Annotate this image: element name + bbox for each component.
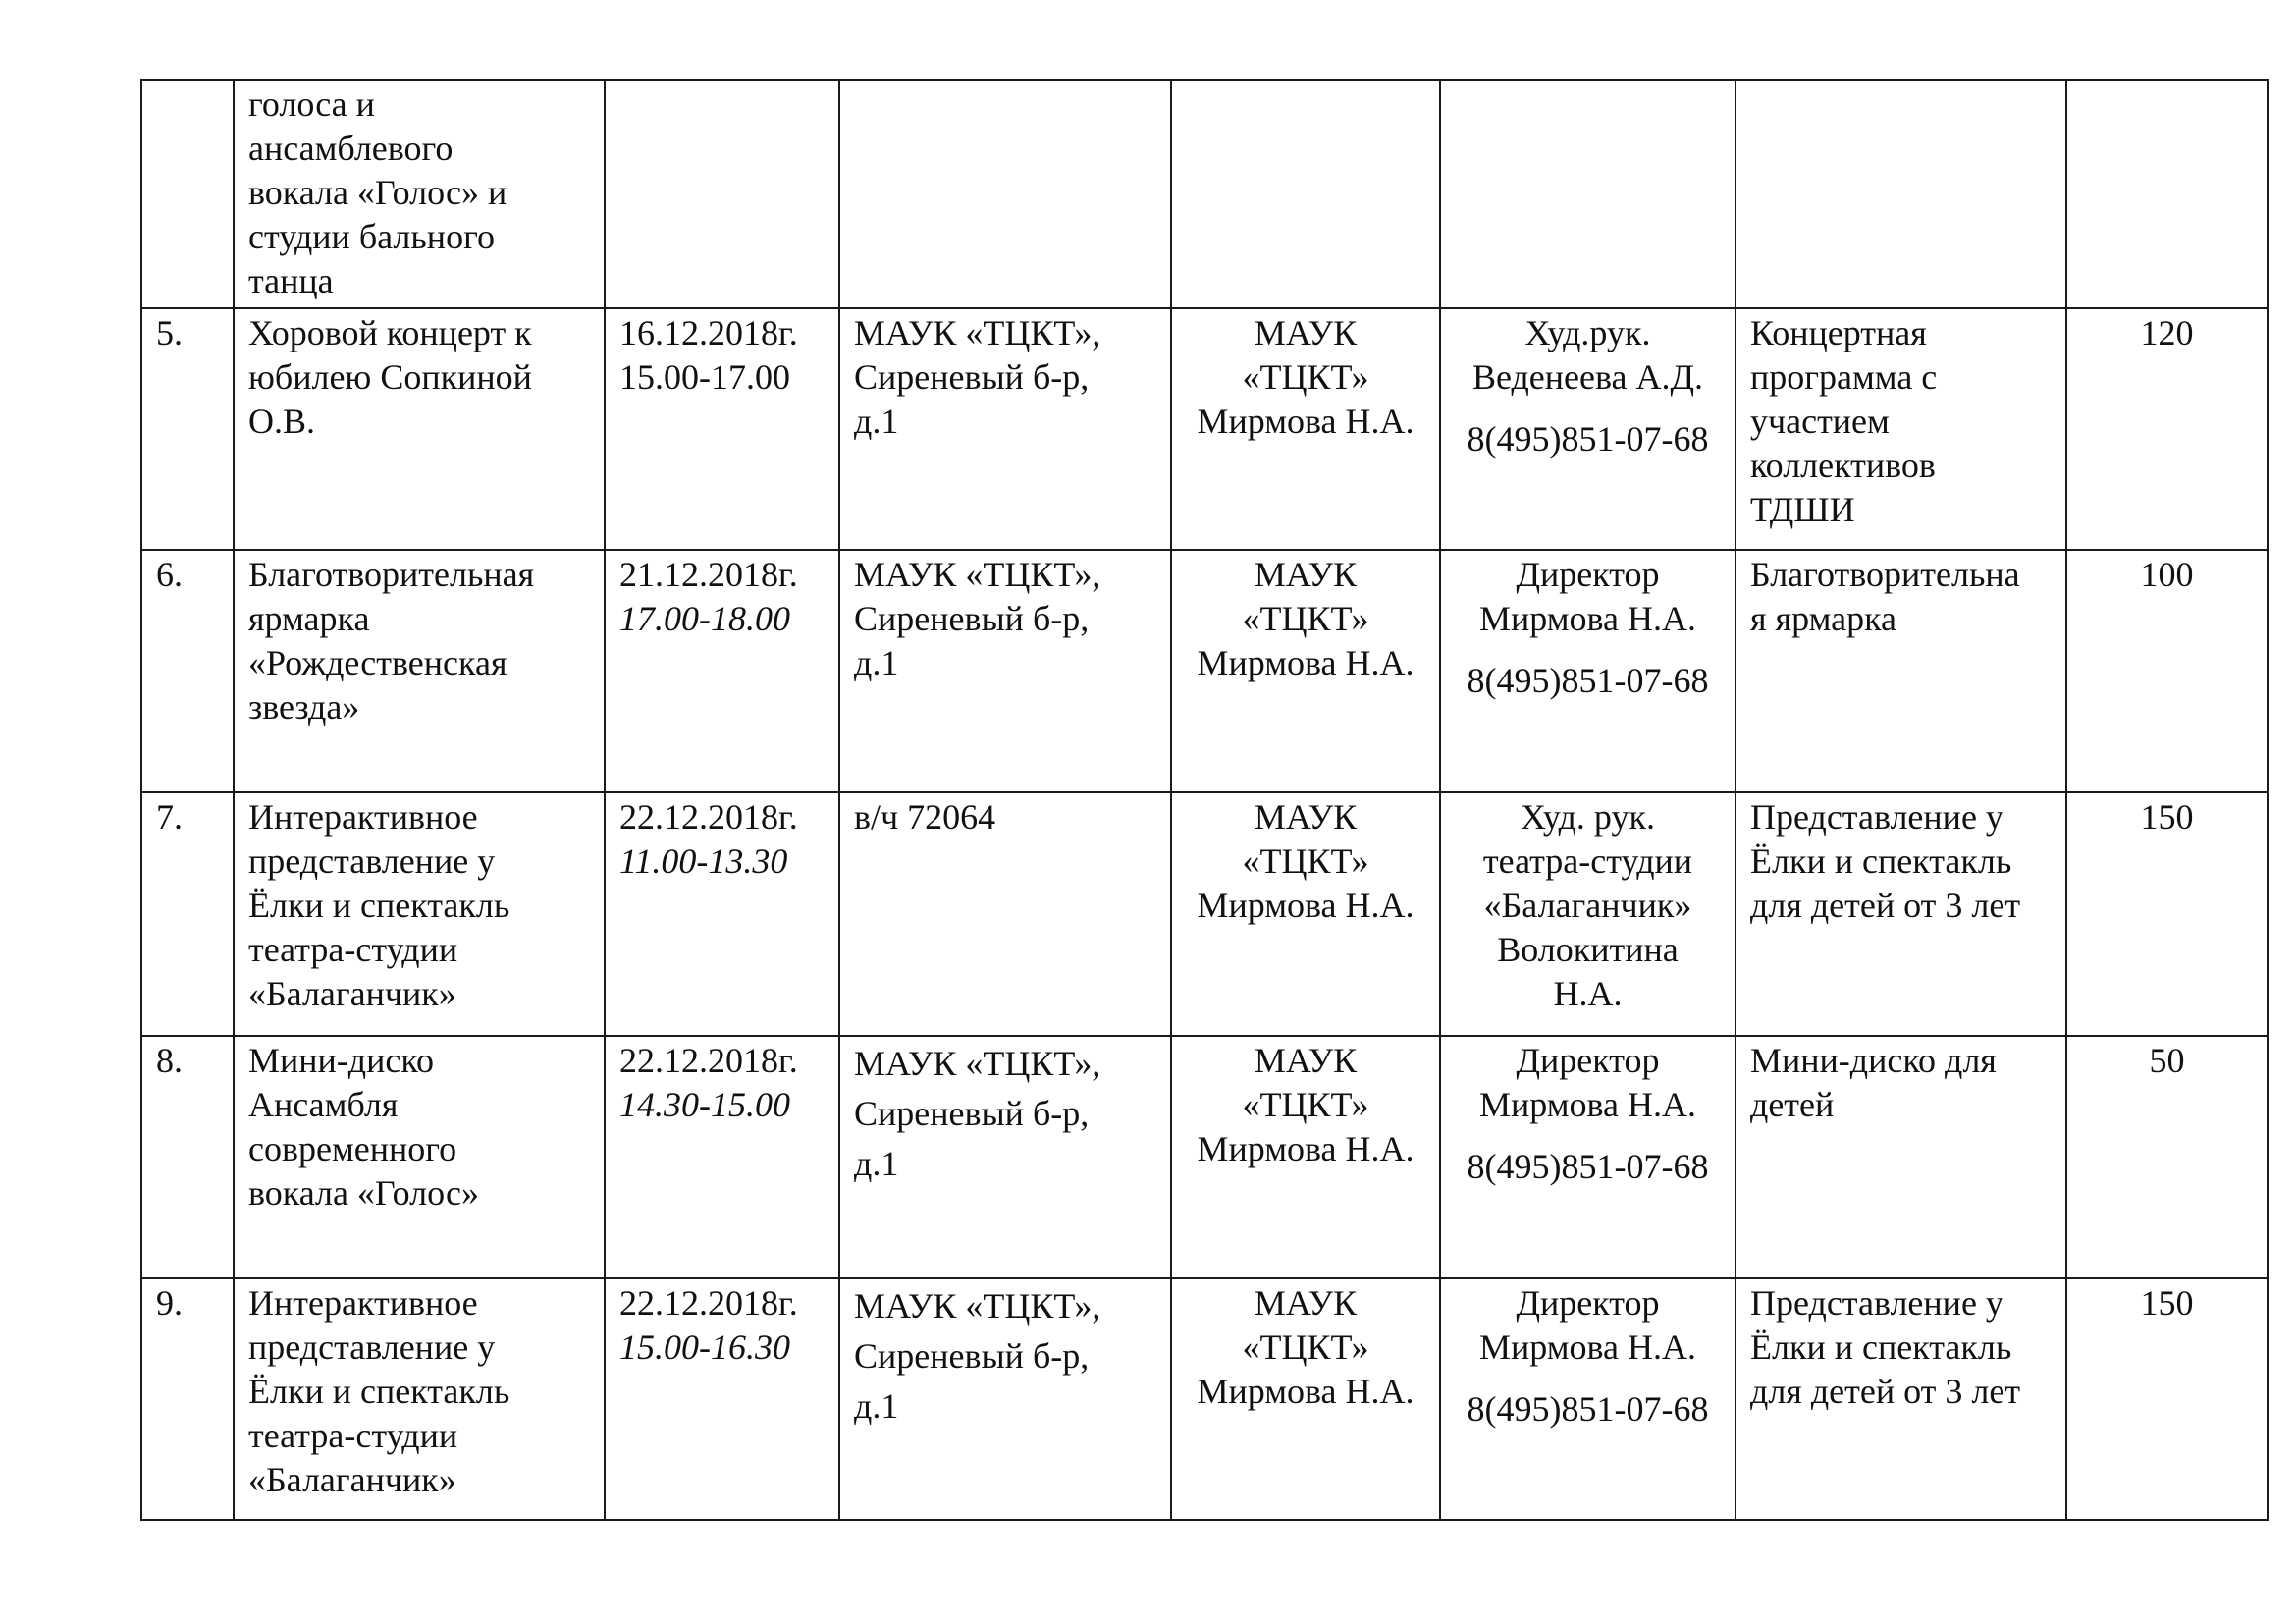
- event-name-line: ярмарка: [248, 599, 370, 638]
- table-row: [141, 1278, 2268, 1520]
- place-line: д.1: [854, 643, 899, 682]
- cell-place: [839, 1036, 1171, 1278]
- event-name-line: вокала «Голос» и: [248, 173, 507, 212]
- event-name-line: Благотворительная: [248, 555, 535, 594]
- cell-place: [839, 1278, 1171, 1520]
- organizer-line: «ТЦКТ»: [1242, 599, 1369, 638]
- cell-date: [605, 308, 839, 550]
- event-name-line: студии бального: [248, 217, 495, 256]
- format-line: Представление у: [1750, 1283, 2003, 1323]
- event-time: 14.30-15.00: [619, 1085, 790, 1124]
- cell-event-name: [234, 792, 605, 1036]
- cell-responsible: [1440, 1036, 1735, 1278]
- responsible-line: Мирмова Н.А.: [1478, 1085, 1696, 1124]
- cell-number: 8.: [141, 1036, 234, 1278]
- organizer-line: «ТЦКТ»: [1242, 1085, 1369, 1124]
- organizer-line: МАУК: [1254, 313, 1358, 352]
- events-table: [140, 79, 2269, 1521]
- organizer-line: Мирмова Н.А.: [1197, 643, 1415, 682]
- place-line: Сиреневый б-р,: [854, 599, 1090, 638]
- event-name-line: «Балаганчик»: [248, 974, 456, 1013]
- cell-place: [839, 308, 1171, 550]
- cell-count: 100: [2066, 550, 2268, 792]
- format-line: Концертная: [1750, 313, 1927, 352]
- organizer-line: «ТЦКТ»: [1242, 357, 1369, 397]
- format-line: для детей от 3 лет: [1750, 886, 2021, 925]
- event-name-line: голоса и: [248, 84, 375, 124]
- event-date: 22.12.2018г.: [619, 1283, 798, 1323]
- table-row: [141, 308, 2268, 550]
- cell-event-name: [234, 550, 605, 792]
- event-name-line: звезда»: [248, 687, 360, 727]
- event-name-line: «Рождественская: [248, 643, 507, 682]
- cell-place: [839, 550, 1171, 792]
- responsible-line: Худ. рук.: [1521, 797, 1655, 837]
- event-date: 22.12.2018г.: [619, 797, 798, 837]
- cell-count: 150: [2066, 1278, 2268, 1520]
- event-name-line: вокала «Голос»: [248, 1173, 479, 1213]
- event-name-line: Хоровой концерт к: [248, 313, 532, 352]
- cell-number: [141, 80, 234, 308]
- cell-responsible: [1440, 792, 1735, 1036]
- place-line: д.1: [854, 1144, 899, 1183]
- event-name-line: Интерактивное: [248, 797, 478, 837]
- organizer-line: Мирмова Н.А.: [1197, 1372, 1415, 1411]
- cell-date: [605, 1278, 839, 1520]
- format-line: коллективов: [1750, 446, 1936, 485]
- cell-date: [605, 550, 839, 792]
- cell-organizer: [1171, 308, 1440, 550]
- place-line: Сиреневый б-р,: [854, 357, 1090, 397]
- cell-responsible: [1440, 80, 1735, 308]
- place-line: д.1: [854, 1386, 899, 1426]
- event-name-line: театра-студии: [248, 1416, 458, 1455]
- cell-place: [839, 792, 1171, 1036]
- place-line: МАУК «ТЦКТ»,: [854, 1286, 1101, 1326]
- cell-format: [1735, 308, 2066, 550]
- responsible-phone: 8(495)851-07-68: [1467, 1389, 1709, 1429]
- event-name-line: «Балаганчик»: [248, 1460, 456, 1499]
- responsible-phone: 8(495)851-07-68: [1467, 1147, 1709, 1186]
- event-name-line: Ёлки и спектакль: [248, 886, 510, 925]
- event-name-line: театра-студии: [248, 930, 458, 969]
- format-line: Представление у: [1750, 797, 2003, 837]
- responsible-phone: 8(495)851-07-68: [1467, 661, 1709, 700]
- event-name-line: представление у: [248, 841, 496, 881]
- cell-count: 120: [2066, 308, 2268, 550]
- cell-format: [1735, 792, 2066, 1036]
- event-name-line: Ансамбля: [248, 1085, 399, 1124]
- organizer-line: МАУК: [1254, 1041, 1358, 1080]
- responsible-line: театра-студии: [1482, 841, 1693, 881]
- responsible-phone: 8(495)851-07-68: [1467, 419, 1709, 459]
- cell-date: [605, 792, 839, 1036]
- format-line: ТДШИ: [1750, 490, 1855, 529]
- cell-place: [839, 80, 1171, 308]
- responsible-line: Худ.рук.: [1524, 313, 1651, 352]
- table-row: [141, 792, 2268, 1036]
- place-line: МАУК «ТЦКТ»,: [854, 1044, 1101, 1083]
- organizer-line: Мирмова Н.А.: [1197, 886, 1415, 925]
- event-name-line: юбилею Сопкиной: [248, 357, 532, 397]
- organizer-line: МАУК: [1254, 1283, 1358, 1323]
- organizer-line: Мирмова Н.А.: [1197, 402, 1415, 441]
- cell-format: [1735, 550, 2066, 792]
- cell-responsible: [1440, 550, 1735, 792]
- format-line: для детей от 3 лет: [1750, 1372, 2021, 1411]
- cell-count: 50: [2066, 1036, 2268, 1278]
- table-row: [141, 550, 2268, 792]
- responsible-line: «Балаганчик»: [1483, 886, 1692, 925]
- event-name-line: Ёлки и спектакль: [248, 1372, 510, 1411]
- responsible-line: Директор: [1516, 1041, 1660, 1080]
- event-name-line: танца: [248, 261, 334, 300]
- format-line: программа с: [1750, 357, 1938, 397]
- cell-responsible: [1440, 1278, 1735, 1520]
- place-line: Сиреневый б-р,: [854, 1336, 1090, 1376]
- cell-number: 5.: [141, 308, 234, 550]
- responsible-line: Веденеева А.Д.: [1471, 357, 1704, 397]
- cell-event-name: [234, 308, 605, 550]
- cell-organizer: [1171, 1278, 1440, 1520]
- cell-responsible: [1440, 308, 1735, 550]
- format-line: Мини-диско для: [1750, 1041, 1997, 1080]
- organizer-line: «ТЦКТ»: [1242, 1327, 1369, 1367]
- cell-format: [1735, 1036, 2066, 1278]
- cell-organizer: [1171, 1036, 1440, 1278]
- cell-number: 7.: [141, 792, 234, 1036]
- event-date: 22.12.2018г.: [619, 1041, 798, 1080]
- cell-format: [1735, 80, 2066, 308]
- event-name-line: современного: [248, 1129, 457, 1168]
- cell-date: [605, 80, 839, 308]
- responsible-line: Мирмова Н.А.: [1478, 1327, 1696, 1367]
- place-line: МАУК «ТЦКТ»,: [854, 313, 1101, 352]
- format-line: Благотворительна: [1750, 555, 2020, 594]
- event-name-line: Интерактивное: [248, 1283, 478, 1323]
- format-line: я ярмарка: [1750, 599, 1897, 638]
- cell-count: [2066, 80, 2268, 308]
- cell-date: [605, 1036, 839, 1278]
- responsible-line: Волокитина: [1497, 930, 1679, 969]
- organizer-line: МАУК: [1254, 797, 1358, 837]
- event-time: 15.00-16.30: [619, 1327, 790, 1367]
- cell-organizer: [1171, 550, 1440, 792]
- cell-event-name: [234, 80, 605, 308]
- event-name-line: О.В.: [248, 402, 316, 441]
- cell-number: 6.: [141, 550, 234, 792]
- cell-number: 9.: [141, 1278, 234, 1520]
- cell-organizer: [1171, 792, 1440, 1036]
- event-date: 16.12.2018г.: [619, 313, 798, 352]
- place-line: Сиреневый б-р,: [854, 1094, 1090, 1133]
- responsible-line: Директор: [1516, 555, 1660, 594]
- format-line: детей: [1750, 1085, 1835, 1124]
- table-row-continued: [141, 80, 2268, 308]
- event-date: 21.12.2018г.: [619, 555, 798, 594]
- organizer-line: МАУК: [1254, 555, 1358, 594]
- cell-event-name: [234, 1036, 605, 1278]
- event-name-line: ансамблевого: [248, 129, 454, 168]
- responsible-line: Н.А.: [1553, 974, 1623, 1013]
- format-line: участием: [1750, 402, 1890, 441]
- cell-event-name: [234, 1278, 605, 1520]
- organizer-line: Мирмова Н.А.: [1197, 1129, 1415, 1168]
- event-name-line: представление у: [248, 1327, 496, 1367]
- cell-count: 150: [2066, 792, 2268, 1036]
- event-time: 17.00-18.00: [619, 599, 790, 638]
- cell-format: [1735, 1278, 2066, 1520]
- cell-organizer: [1171, 80, 1440, 308]
- responsible-line: Мирмова Н.А.: [1478, 599, 1696, 638]
- responsible-line: Директор: [1516, 1283, 1660, 1323]
- format-line: Ёлки и спектакль: [1750, 1327, 2012, 1367]
- place-line: д.1: [854, 402, 899, 441]
- event-time: 11.00-13.30: [619, 841, 788, 881]
- place-line: МАУК «ТЦКТ»,: [854, 555, 1101, 594]
- format-line: Ёлки и спектакль: [1750, 841, 2012, 881]
- event-time: 15.00-17.00: [619, 357, 790, 397]
- organizer-line: «ТЦКТ»: [1242, 841, 1369, 881]
- place-line: в/ч 72064: [854, 797, 996, 837]
- event-name-line: Мини-диско: [248, 1041, 435, 1080]
- table-row: [141, 1036, 2268, 1278]
